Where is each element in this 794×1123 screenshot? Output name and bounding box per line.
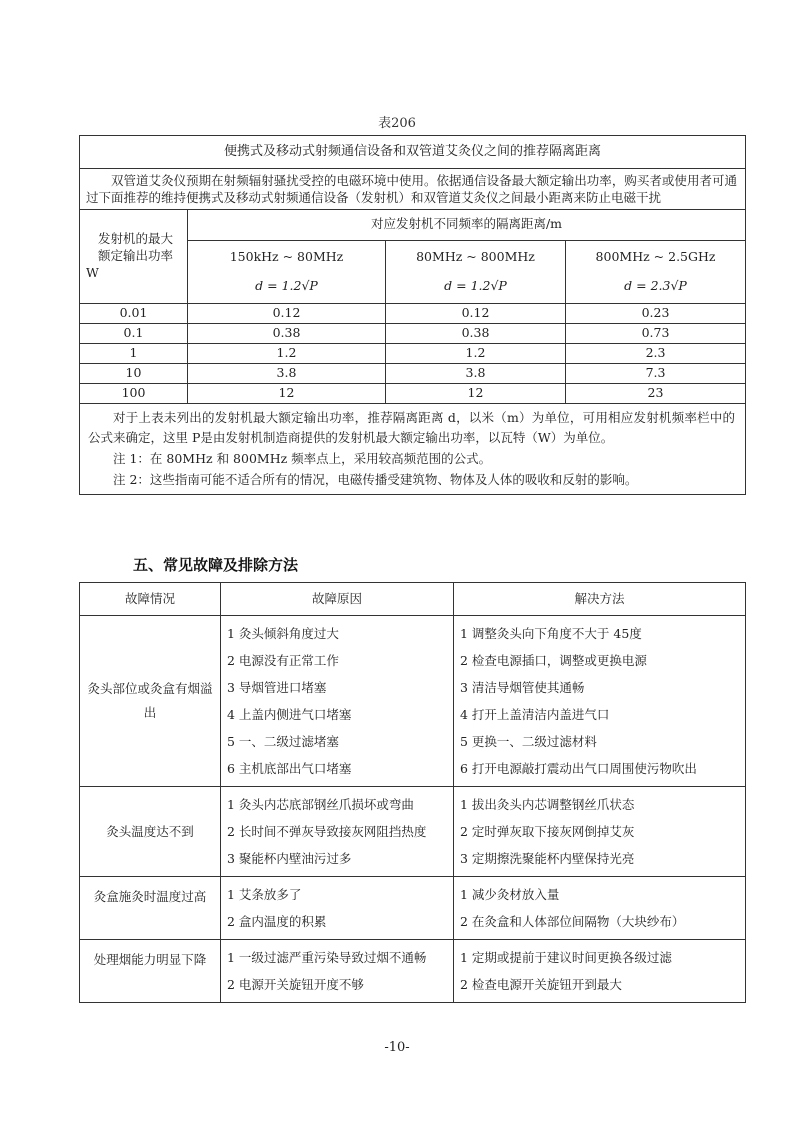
- list-item: 1 灸头内芯底部钢丝爪损坏或弯曲: [227, 797, 414, 812]
- fault-causes: [221, 940, 454, 1003]
- band-formula: d = 1.2√P: [255, 277, 318, 293]
- distance-cell: 3.8: [188, 363, 386, 383]
- page-number: -10-: [384, 1040, 410, 1055]
- table-row: [80, 616, 746, 787]
- list-item: 2 长时间不弹灰导致接灰网阻挡热度: [227, 824, 427, 839]
- band-header: [188, 240, 386, 303]
- fault-header-symptom: 故障情况: [80, 583, 221, 616]
- fault-solutions: [454, 940, 746, 1003]
- list-item: 1 减少灸材放入量: [460, 887, 560, 902]
- band-range: 150kHz ~ 80MHz: [229, 248, 344, 264]
- list-item: 2 电源开关旋钮开度不够: [227, 977, 364, 992]
- fault-solutions: [454, 787, 746, 877]
- emc-footer-text: 对于上表未列出的发射机最大额定输出功率，推荐隔离距离 d，以米（m）为单位，可用相应发射机频率栏中的公式来确定，这里 P是由发射机制造商提供的发射机最大额定输出功率，以瓦特（W）为单位。: [88, 409, 736, 446]
- distance-cell: 0.12: [188, 303, 386, 323]
- list-item: 6 打开电源敲打震动出气口周围使污物吹出: [460, 761, 697, 776]
- emc-separation-table: [79, 135, 746, 495]
- list-item: 6 主机底部出气口堵塞: [227, 761, 352, 776]
- list-item: 2 检查电源插口，调整或更换电源: [460, 653, 647, 668]
- fault-symptom: 灸盒施灸时温度过高: [80, 877, 221, 940]
- power-header-line: 发射机的最大: [97, 230, 173, 246]
- fault-causes: [221, 877, 454, 940]
- fault-solutions: [454, 616, 746, 787]
- band-header: [566, 240, 746, 303]
- list-item: 1 拔出灸头内芯调整钢丝爪状态: [460, 797, 635, 812]
- table-row: [80, 323, 746, 343]
- distance-cell: 0.73: [566, 323, 746, 343]
- fault-causes: [221, 616, 454, 787]
- list-item: 3 聚能杯内壁油污过多: [227, 851, 352, 866]
- power-cell: 0.01: [80, 303, 188, 323]
- list-item: 1 定期或提前于建议时间更换各级过滤: [460, 950, 672, 965]
- list-item: 5 更换一、二级过滤材料: [460, 734, 597, 749]
- list-item: 4 打开上盖清洁内盖进气口: [460, 707, 610, 722]
- fault-symptom: 处理烟能力明显下降: [80, 940, 221, 1003]
- list-item: 2 电源没有正常工作: [227, 653, 339, 668]
- list-item: 2 在灸盒和人体部位间隔物（大块纱布）: [460, 914, 685, 929]
- fault-causes: [221, 787, 454, 877]
- list-item: 2 检查电源开关旋钮开到最大: [460, 977, 622, 992]
- distance-cell: 0.38: [386, 323, 566, 343]
- distance-header: 对应发射机不同频率的隔离距离/m: [188, 209, 746, 240]
- fault-troubleshooting-table: [79, 582, 746, 1003]
- list-item: 1 一级过滤严重污染导致过烟不通畅: [227, 950, 427, 965]
- power-cell: 0.1: [80, 323, 188, 343]
- emc-note-1: 注 1：在 80MHz 和 800MHz 频率点上，采用较高频范围的公式。: [113, 451, 492, 466]
- power-cell: 100: [80, 383, 188, 403]
- distance-cell: 3.8: [386, 363, 566, 383]
- distance-cell: 12: [188, 383, 386, 403]
- table-row: [80, 787, 746, 877]
- fault-solutions: [454, 877, 746, 940]
- list-item: 3 清洁导烟管使其通畅: [460, 680, 585, 695]
- band-formula: d = 2.3√P: [624, 277, 687, 293]
- emc-table-title: 便携式及移动式射频通信设备和双管道艾灸仪之间的推荐隔离距离: [80, 136, 746, 169]
- list-item: 2 定时弹灰取下接灰网倒掉艾灰: [460, 824, 635, 839]
- distance-cell: 0.23: [566, 303, 746, 323]
- list-item: 2 盒内温度的积累: [227, 914, 327, 929]
- band-range: 80MHz ~ 800MHz: [416, 248, 535, 264]
- band-formula: d = 1.2√P: [444, 277, 507, 293]
- list-item: 1 灸头倾斜角度过大: [227, 626, 339, 641]
- power-cell: 10: [80, 363, 188, 383]
- distance-cell: 12: [386, 383, 566, 403]
- table-row: [80, 303, 746, 323]
- fault-header-cause: 故障原因: [221, 583, 454, 616]
- emc-table-description: 双管道艾灸仪预期在射频辐射骚扰受控的电磁环境中使用。依据通信设备最大额定输出功率，购买者或使用者可通过下面推荐的维持便携式及移动式射频通信设备（发射机）和双管道艾灸仪之间最小距离来防止电磁干扰: [80, 169, 746, 210]
- list-item: 3 导烟管进口堵塞: [227, 680, 327, 695]
- section-title: 五、常见故障及排除方法: [133, 556, 299, 574]
- band-header: [386, 240, 566, 303]
- distance-cell: 2.3: [566, 343, 746, 363]
- table-row: [80, 383, 746, 403]
- distance-cell: 1.2: [188, 343, 386, 363]
- power-column-header: [80, 209, 188, 303]
- distance-cell: 0.38: [188, 323, 386, 343]
- distance-cell: 0.12: [386, 303, 566, 323]
- band-range: 800MHz ~ 2.5GHz: [595, 248, 716, 264]
- fault-symptom: 灸头温度达不到: [80, 787, 221, 877]
- distance-cell: 7.3: [566, 363, 746, 383]
- table-row: [80, 363, 746, 383]
- distance-cell: 1.2: [386, 343, 566, 363]
- list-item: 4 上盖内侧进气口堵塞: [227, 707, 352, 722]
- power-cell: 1: [80, 343, 188, 363]
- fault-header-solution: 解决方法: [454, 583, 746, 616]
- fault-symptom: 灸头部位或灸盒有烟溢出: [80, 616, 221, 787]
- emc-table-notes: [80, 403, 746, 495]
- power-header-unit: W: [86, 264, 99, 280]
- list-item: 1 艾条放多了: [227, 887, 302, 902]
- table-row: [80, 877, 746, 940]
- table-row: [80, 343, 746, 363]
- emc-note-2: 注 2：这些指南可能不适合所有的情况，电磁传播受建筑物、物体及人体的吸收和反射的影响。: [113, 471, 638, 487]
- list-item: 5 一、二级过滤堵塞: [227, 734, 339, 749]
- distance-cell: 23: [566, 383, 746, 403]
- list-item: 3 定期擦洗聚能杯内壁保持光亮: [460, 851, 635, 866]
- power-header-line: 额定输出功率: [97, 247, 173, 263]
- list-item: 1 调整灸头向下角度不大于 45度: [460, 626, 642, 641]
- table-caption: 表206: [378, 116, 416, 131]
- table-row: [80, 940, 746, 1003]
